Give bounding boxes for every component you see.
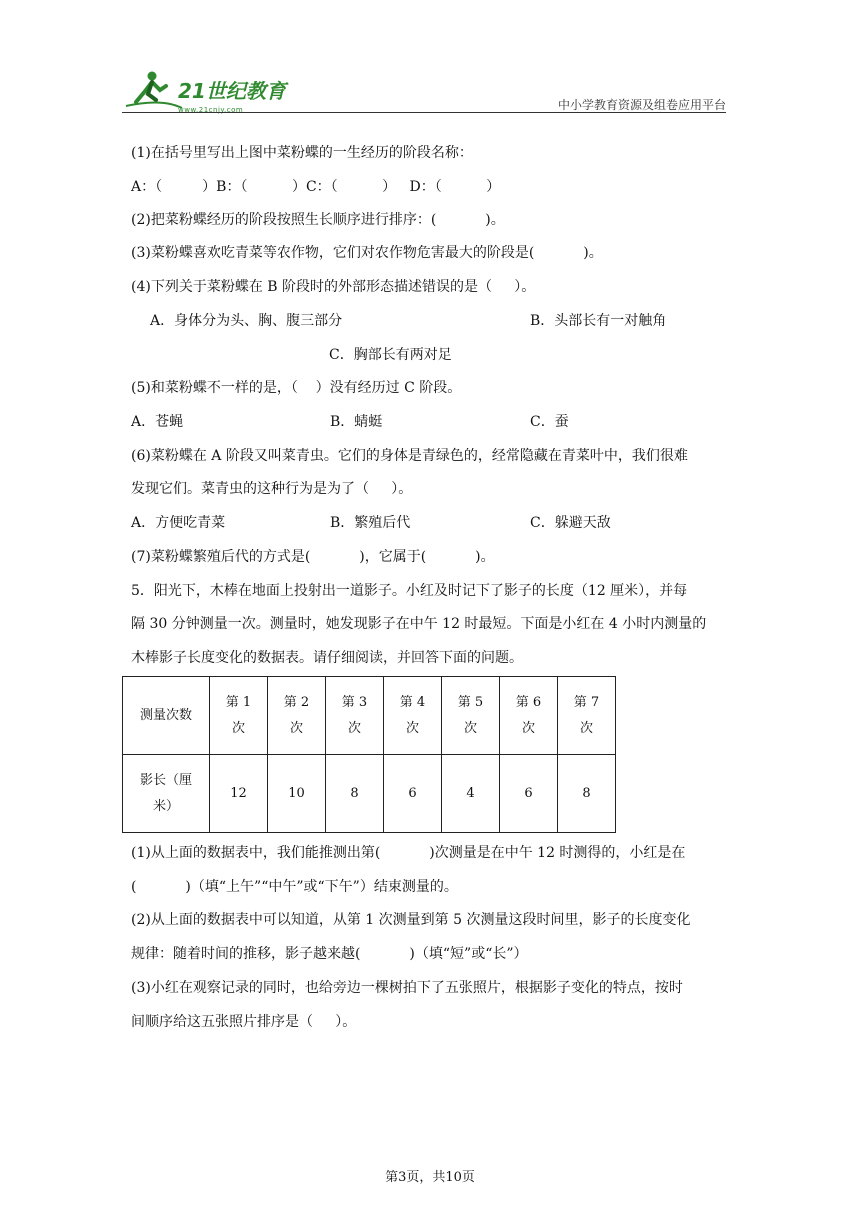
option-4-6-c: C．躲避天敌 bbox=[530, 515, 611, 531]
question-5-3-line1: (3)小红在观察记录的同时，也给旁边一棵树拍下了五张照片，根据影子变化的特点，按时 bbox=[131, 980, 683, 996]
option-4-5-a: A．苍蝇 bbox=[131, 414, 184, 430]
table-header-cell: 第 1 次 bbox=[210, 677, 268, 755]
problem-5-line1: 5．阳光下，木棒在地面上投射出一道影子。小红及时记下了影子的长度（12 厘米），并每 bbox=[131, 583, 688, 599]
shadow-length-table bbox=[122, 676, 616, 833]
logo-url: www.21cnjy.com bbox=[178, 106, 244, 114]
table-cell: 8 bbox=[558, 755, 616, 833]
question-4-5: (5)和菜粉蝶不一样的是，（ ）没有经历过 C 阶段。 bbox=[131, 380, 462, 396]
question-5-3-line2: 间顺序给这五张照片排序是（ ）。 bbox=[131, 1014, 357, 1030]
table-cell: 4 bbox=[442, 755, 500, 833]
table-header-cell: 第 7 次 bbox=[558, 677, 616, 755]
option-4-4-c: C．胸部长有两对足 bbox=[329, 347, 452, 363]
problem-5-line3: 木棒影子长度变化的数据表。请仔细阅读，并回答下面的问题。 bbox=[131, 650, 523, 666]
table-header-cell: 第 4 次 bbox=[384, 677, 442, 755]
table-cell: 12 bbox=[210, 755, 268, 833]
table-row bbox=[123, 755, 616, 833]
platform-name: 中小学教育资源及组卷应用平台 bbox=[557, 98, 726, 112]
option-4-5-c: C．蚕 bbox=[530, 414, 569, 430]
table-row-header: 影长（厘 米） bbox=[123, 755, 210, 833]
table-header-cell: 第 5 次 bbox=[442, 677, 500, 755]
question-4-2: (2)把菜粉蝶经历的阶段按照生长顺序进行排序：( )。 bbox=[131, 212, 505, 228]
question-4-4: (4)下列关于菜粉蝶在 B 阶段时的外部形态描述错误的是（ ）。 bbox=[131, 279, 536, 295]
option-4-6-b: B．繁殖后代 bbox=[330, 515, 411, 531]
logo-text: 21世纪教育 bbox=[178, 79, 286, 103]
table-row bbox=[123, 677, 616, 755]
option-4-4-b: B．头部长有一对触角 bbox=[530, 313, 667, 329]
question-4-6-line1: (6)菜粉蝶在 A 阶段又叫菜青虫。它们的身体是青绿色的，经常隐藏在青菜叶中，我们很难 bbox=[131, 448, 688, 464]
table-cell: 6 bbox=[384, 755, 442, 833]
question-4-6-line2: 发现它们。菜青虫的这种行为是为了（ ）。 bbox=[131, 481, 413, 497]
page-number: 第3页，共10页 bbox=[385, 1170, 475, 1185]
question-5-2-line2: 规律：随着时间的推移，影子越来越( )（填“短”或“长”） bbox=[131, 946, 528, 962]
question-4-1: (1)在括号里写出上图中菜粉蝶的一生经历的阶段名称： bbox=[131, 145, 473, 161]
question-5-1-line2: ( )（填“上午”“中午”或“下午”）结束测量的。 bbox=[131, 879, 458, 895]
question-4-3: (3)菜粉蝶喜欢吃青菜等农作物，它们对农作物危害最大的阶段是( )。 bbox=[131, 245, 603, 261]
table-header-cell: 第 2 次 bbox=[268, 677, 326, 755]
question-5-1-line1: (1)从上面的数据表中，我们能推测出第( )次测量是在中午 12 时测得的，小红是在 bbox=[131, 845, 686, 861]
question-5-2-line1: (2)从上面的数据表中可以知道，从第 1 次测量到第 5 次测量这段时间里，影子的长度变化 bbox=[131, 912, 691, 928]
header-divider bbox=[122, 112, 726, 113]
option-4-6-a: A．方便吃青菜 bbox=[131, 515, 226, 531]
table-header-cell: 第 6 次 bbox=[500, 677, 558, 755]
option-4-5-b: B．蜻蜓 bbox=[330, 414, 383, 430]
table-cell: 6 bbox=[500, 755, 558, 833]
table-header-cell: 测量次数 bbox=[123, 677, 210, 755]
table-header-cell: 第 3 次 bbox=[326, 677, 384, 755]
question-4-1-blanks: A：（ ）B：（ ）C：（ ） D：（ ） bbox=[131, 179, 501, 195]
table-cell: 8 bbox=[326, 755, 384, 833]
problem-5-line2: 隔 30 分钟测量一次。测量时，她发现影子在中午 12 时最短。下面是小红在 4 小时内测量的 bbox=[131, 616, 707, 632]
table-cell: 10 bbox=[268, 755, 326, 833]
question-4-7: (7)菜粉蝶繁殖后代的方式是( )，它属于( )。 bbox=[131, 549, 495, 565]
page-header bbox=[122, 68, 726, 116]
option-4-4-a: A．身体分为头、胸、腹三部分 bbox=[150, 313, 343, 329]
